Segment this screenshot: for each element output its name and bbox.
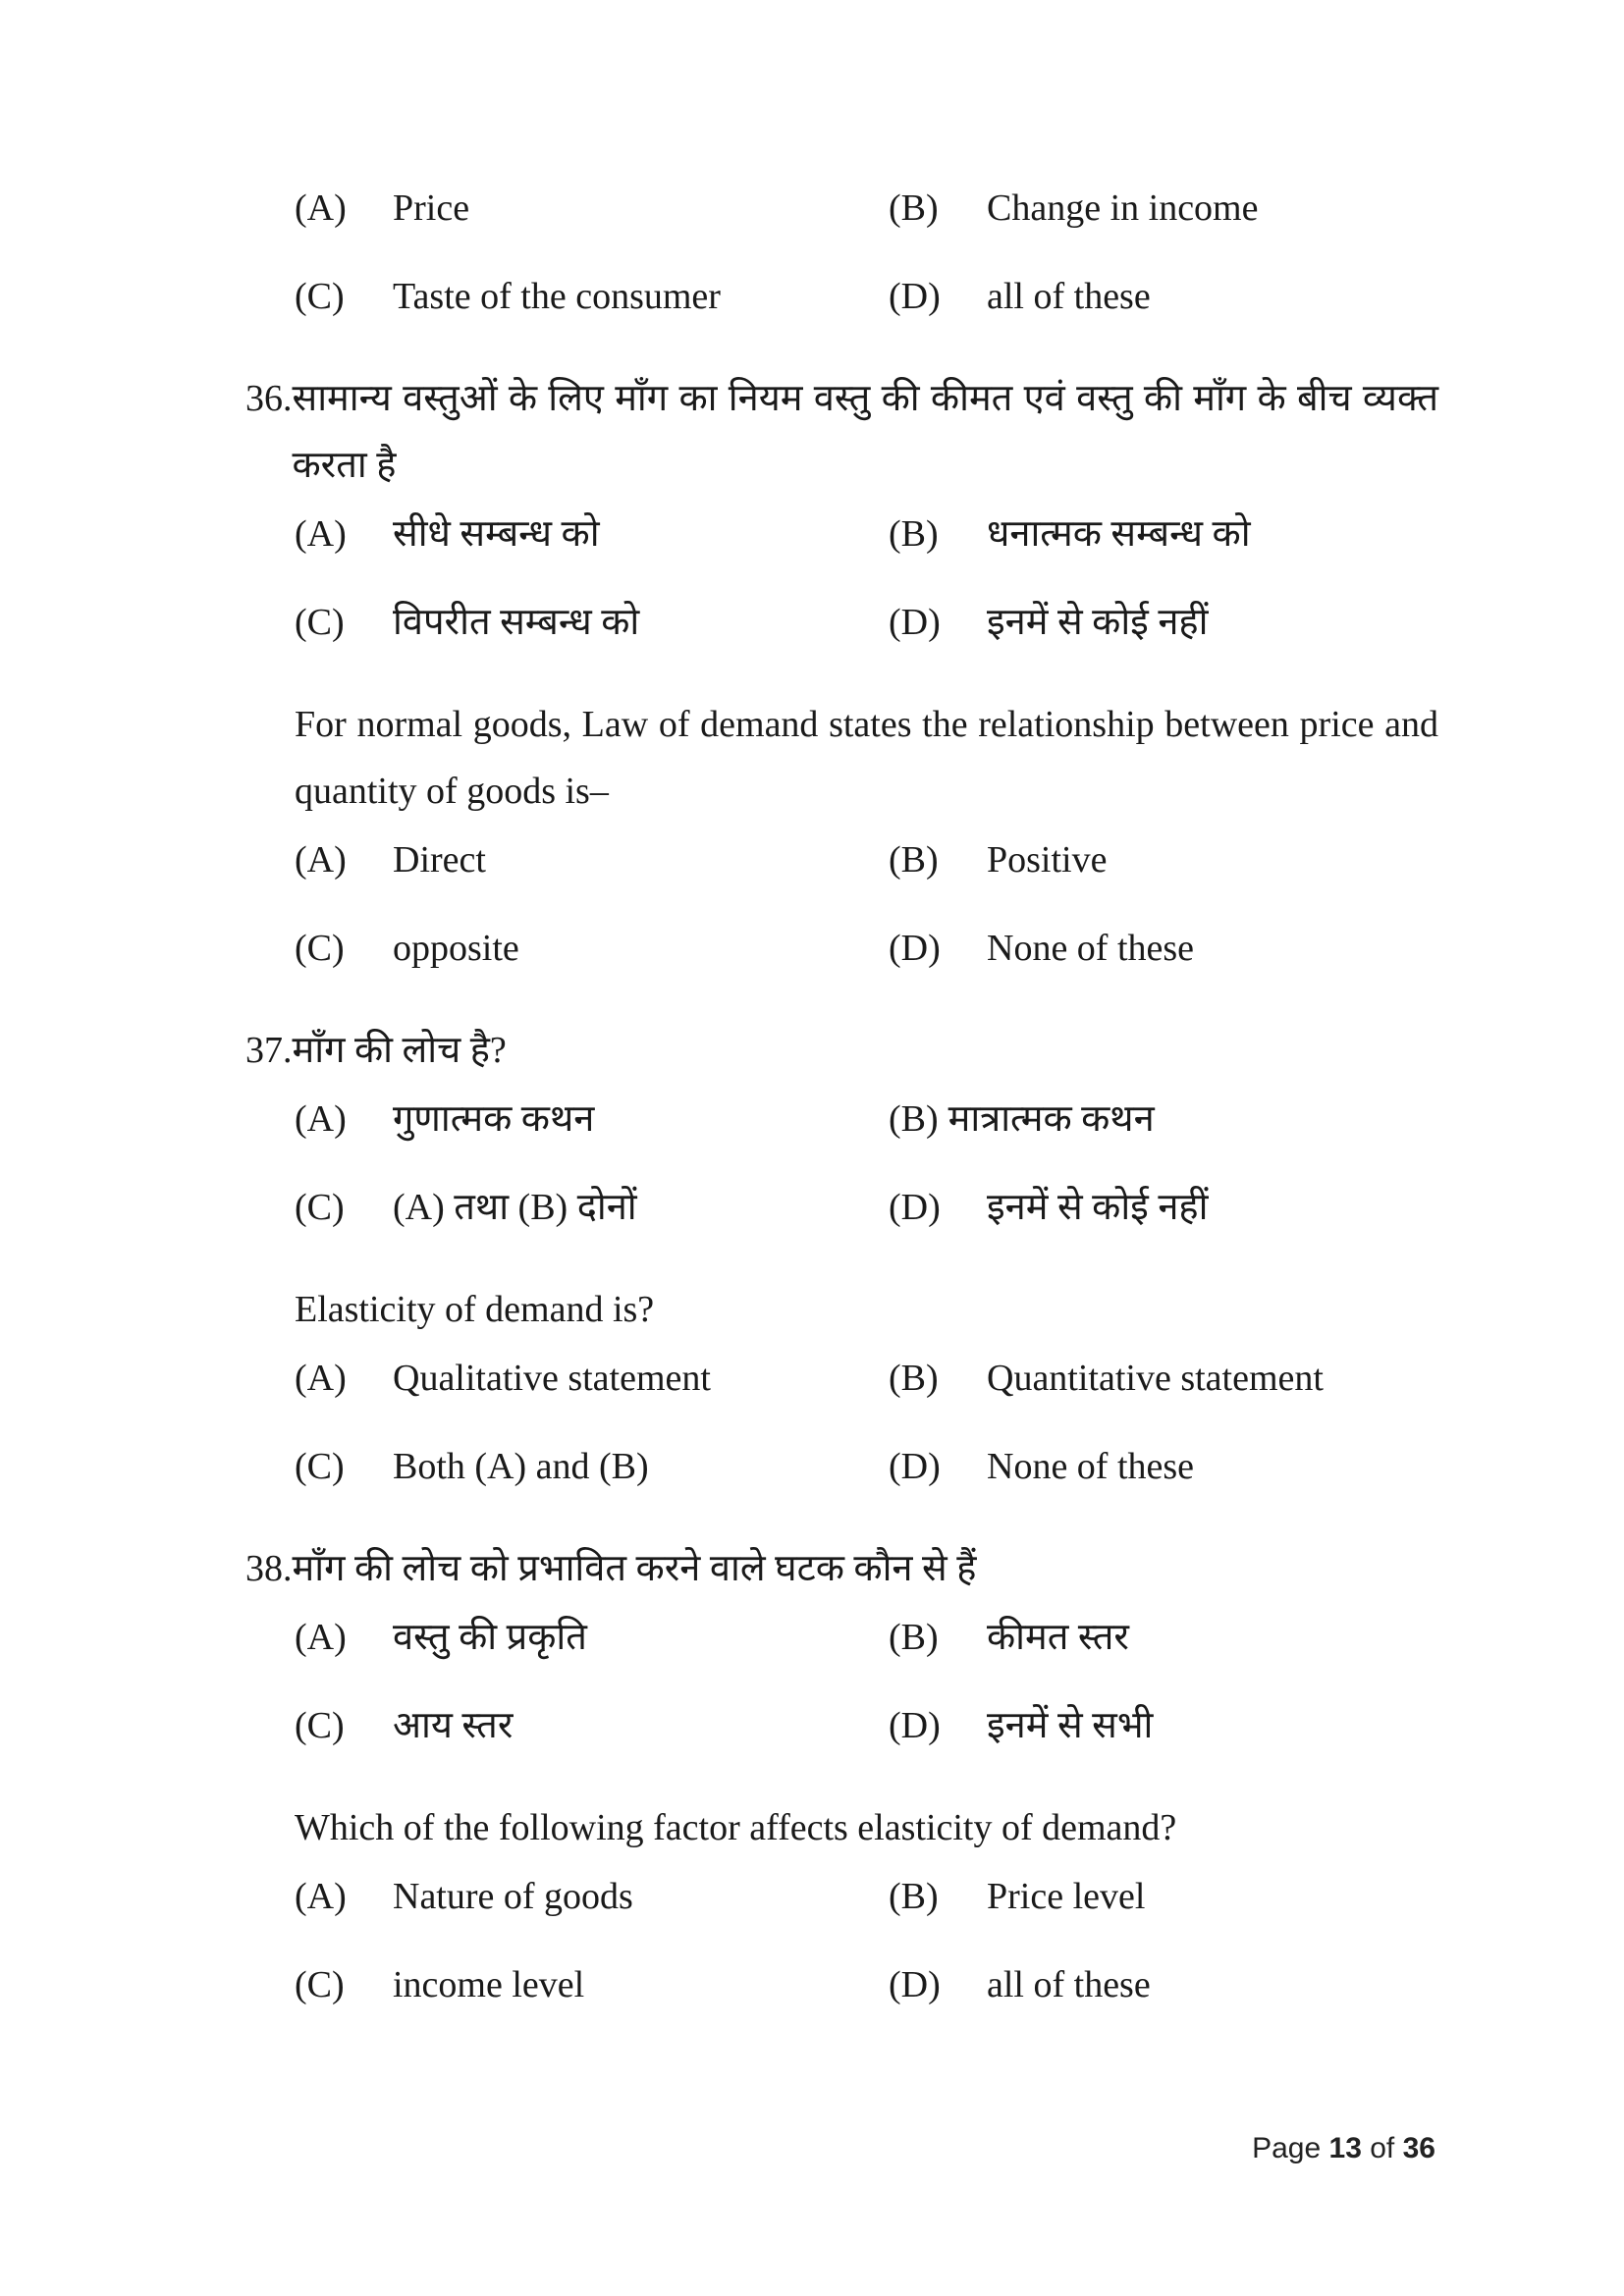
- q35-options: [245, 187, 1438, 363]
- option-label: (C): [295, 1964, 345, 2005]
- option-label: (D): [889, 1187, 941, 1228]
- option: [889, 1097, 1438, 1186]
- option-label: (D): [889, 1964, 941, 2005]
- option-text: कीमत स्तर: [987, 1617, 1129, 1658]
- q38-english-options: [245, 1875, 1438, 2052]
- option-text: Direct: [393, 839, 486, 881]
- option: [295, 512, 889, 601]
- option-text: Price: [393, 187, 470, 229]
- option-label: (C): [295, 1187, 345, 1228]
- option: [295, 1963, 889, 2052]
- option: [295, 1875, 889, 1963]
- option-label: (A): [295, 1098, 347, 1140]
- option-text: None of these: [987, 928, 1195, 969]
- option: [889, 275, 1438, 363]
- q36-hindi-options: [245, 512, 1438, 689]
- option-text: Quantitative statement: [987, 1358, 1324, 1399]
- q37-english-options: [245, 1357, 1438, 1533]
- option-label: (C): [295, 1705, 345, 1746]
- option: [889, 1704, 1438, 1792]
- option-text: Taste of the consumer: [393, 276, 721, 317]
- question-38-hindi: [245, 1535, 1438, 1602]
- question-number: 36.: [245, 378, 293, 419]
- option: [889, 1186, 1438, 1274]
- option-text: Nature of goods: [393, 1876, 633, 1917]
- option-label: (B): [889, 839, 939, 881]
- option: [889, 187, 1438, 275]
- option-label: (B): [889, 513, 939, 555]
- option-label: (C): [295, 1446, 345, 1487]
- option: [889, 1445, 1438, 1533]
- total-pages: 36: [1402, 2132, 1435, 2164]
- option-text: all of these: [987, 276, 1151, 317]
- option: [295, 275, 889, 363]
- option-label: (C): [295, 602, 345, 643]
- option: [889, 1875, 1438, 1963]
- option: [889, 512, 1438, 601]
- option-text: इनमें से सभी: [987, 1705, 1154, 1746]
- option: [889, 1616, 1438, 1704]
- option: [889, 1963, 1438, 2052]
- option-text: Price level: [987, 1876, 1146, 1917]
- option-label: (B): [889, 1617, 939, 1658]
- option-text: मात्रात्मक कथन: [947, 1098, 1155, 1140]
- option: [295, 838, 889, 927]
- option: [889, 927, 1438, 1015]
- question-36-hindi: [245, 365, 1438, 499]
- option-text: opposite: [393, 928, 519, 969]
- option-text: all of these: [987, 1964, 1151, 2005]
- option-text: None of these: [987, 1446, 1195, 1487]
- option-text: income level: [393, 1964, 585, 2005]
- option-label: (C): [295, 276, 345, 317]
- option-text: Positive: [987, 839, 1108, 881]
- option: [889, 1357, 1438, 1445]
- option: [295, 1097, 889, 1186]
- option-label: (A): [295, 1358, 347, 1399]
- option-text: सीधे सम्बन्ध को: [393, 513, 600, 555]
- option-text: Change in income: [987, 187, 1259, 229]
- question-number: 38.: [245, 1548, 293, 1589]
- option-text: इनमें से कोई नहीं: [987, 602, 1209, 643]
- option-label: (B): [889, 1098, 939, 1140]
- option: [295, 1704, 889, 1792]
- question-37-english: Elasticity of demand is?: [295, 1289, 655, 1330]
- option-text: Qualitative statement: [393, 1358, 711, 1399]
- option: [889, 838, 1438, 927]
- option-text: आय स्तर: [393, 1705, 514, 1746]
- option-label: (C): [295, 928, 345, 969]
- option-label: (A): [295, 187, 347, 229]
- option-label: (B): [889, 1358, 939, 1399]
- option: [889, 601, 1438, 689]
- option-label: (A): [295, 1617, 347, 1658]
- option: [295, 927, 889, 1015]
- option-text: गुणात्मक कथन: [393, 1098, 595, 1140]
- current-page: 13: [1328, 2132, 1362, 2164]
- option: [295, 187, 889, 275]
- question-38-english: Which of the following factor affects elasticity of demand?: [295, 1807, 1177, 1848]
- option-text: Both (A) and (B): [393, 1446, 649, 1487]
- option: [295, 601, 889, 689]
- option-label: (A): [295, 1876, 347, 1917]
- option-label: (D): [889, 602, 941, 643]
- option-label: (D): [889, 1705, 941, 1746]
- option-label: (B): [889, 187, 939, 229]
- option: [295, 1445, 889, 1533]
- question-text: सामान्य वस्तुओं के लिए माँग का नियम वस्तु की कीमत एवं वस्तु की माँग के बीच व्यक्त करता है: [292, 378, 1438, 486]
- option-label: (D): [889, 928, 941, 969]
- q36-english-options: [245, 838, 1438, 1015]
- option-label: (A): [295, 513, 347, 555]
- question-36-english: For normal goods, Law of demand states the relationship between price and quantity of goods is–: [295, 704, 1438, 812]
- option: [295, 1616, 889, 1704]
- option-text: विपरीत सम्बन्ध को: [393, 602, 640, 643]
- page-word: Page: [1252, 2132, 1322, 2164]
- option-label: (A): [295, 839, 347, 881]
- question-text: माँग की लोच है?: [292, 1030, 507, 1071]
- option: [295, 1186, 889, 1274]
- of-word: of: [1370, 2132, 1395, 2164]
- option: [295, 1357, 889, 1445]
- option-label: (D): [889, 276, 941, 317]
- question-37-hindi: [245, 1017, 1438, 1084]
- option-label: (B): [889, 1876, 939, 1917]
- option-text: धनात्मक सम्बन्ध को: [987, 513, 1251, 555]
- q37-hindi-options: [245, 1097, 1438, 1274]
- option-text: वस्तु की प्रकृति: [393, 1617, 587, 1658]
- page-content: [245, 187, 1438, 2054]
- option-text: (A) तथा (B) दोनों: [393, 1187, 637, 1228]
- question-number: 37.: [245, 1030, 293, 1071]
- option-label: (D): [889, 1446, 941, 1487]
- q38-hindi-options: [245, 1616, 1438, 1792]
- page-number-footer: [1252, 2132, 1435, 2165]
- question-text: माँग की लोच को प्रभावित करने वाले घटक कौन से हैं: [292, 1548, 977, 1589]
- option-text: इनमें से कोई नहीं: [987, 1187, 1209, 1228]
